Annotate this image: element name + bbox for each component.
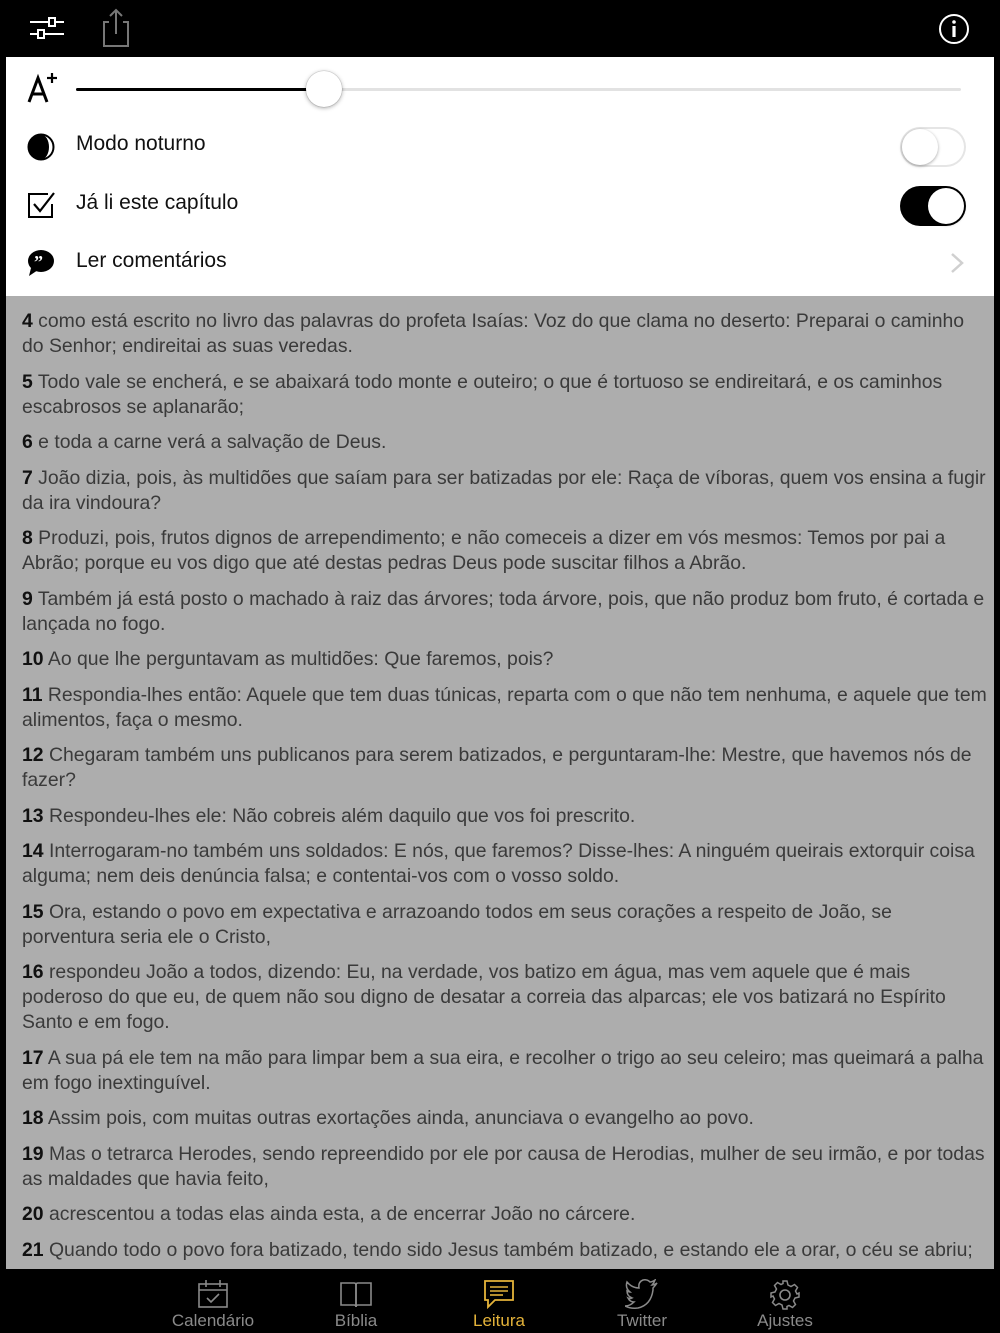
read-chapter-toggle-knob (928, 188, 964, 224)
tab-biblia[interactable] (286, 1269, 426, 1333)
verse-item[interactable] (22, 960, 988, 1035)
twitter-bird-icon (625, 1279, 659, 1309)
tab-label: Twitter (616, 1311, 668, 1330)
comment-bubble-icon (26, 248, 56, 278)
tab-leitura[interactable] (429, 1269, 569, 1333)
moon-icon (26, 132, 56, 162)
gear-icon (769, 1279, 801, 1311)
verse-number: 4 (22, 310, 33, 332)
verse-number: 7 (22, 466, 33, 489)
font-size-slider-thumb[interactable] (306, 71, 342, 107)
verse-number: 10 (22, 648, 44, 670)
verse-text: Respondia-lhes então: Aquele que tem duas túnicas, reparta com o que não tem nenhuma, e aquele que tem alimentos, faça o mesmo. (22, 683, 987, 731)
verse-number: 5 (22, 370, 33, 393)
verse-number: 18 (22, 1107, 44, 1129)
verse-text: A sua pá ele tem na mão para limpar bem a sua eira, e recolher o trigo ao seu celeiro; mas queimará a palha em fogo inextinguível. (22, 1046, 984, 1094)
verse-item[interactable] (22, 1238, 988, 1263)
share-icon[interactable] (100, 8, 132, 48)
verse-text: Quando todo o povo fora batizado, tendo sido Jesus também batizado, e estando ele a orar, o céu se abriu; (43, 1238, 973, 1261)
verse-item[interactable] (22, 683, 988, 733)
verse-item[interactable] (22, 647, 988, 672)
night-mode-toggle-knob (902, 129, 938, 165)
font-size-row (6, 59, 994, 117)
night-mode-label: Modo noturno (76, 132, 206, 155)
verse-text: Ao que lhe perguntavam as multidões: Que faremos, pois? (43, 648, 554, 670)
verse-item[interactable] (22, 1142, 988, 1192)
verse-number: 6 (22, 431, 33, 453)
verse-number: 15 (22, 900, 44, 923)
tab-label: Leitura (473, 1311, 525, 1330)
comments-row[interactable] (6, 234, 994, 292)
verse-item[interactable] (22, 900, 988, 950)
verse-item[interactable] (22, 1106, 988, 1131)
verse-number: 21 (22, 1238, 44, 1261)
verse-text: e toda a carne verá a salvação de Deus. (32, 431, 387, 453)
read-chapter-row (6, 176, 994, 234)
verse-item[interactable] (22, 839, 988, 889)
verse-text: Interrogaram-no também uns soldados: E nós, que faremos? Disse-lhes: A ninguém queirais extorquir coisa alguma; nem deis denúncia falsa; e contentai-vos com o vosso soldo. (22, 840, 975, 887)
verse-item[interactable] (22, 1202, 988, 1227)
verse-item[interactable] (22, 1046, 988, 1096)
verse-text: Produzi, pois, frutos dignos de arrependimento; e não comeceis a dizer em vós mesmos: Temos por pai a Abrão; porque eu vos digo que até destas pedras Deus pode suscitar filhos a Abrão. (22, 527, 946, 574)
checkbox-icon (26, 190, 56, 220)
speech-bubble-icon (483, 1279, 515, 1309)
verse-number: 8 (22, 527, 33, 549)
verse-number: 13 (22, 804, 44, 827)
chapter-text-area[interactable] (6, 296, 994, 1269)
comments-label: Ler comentários (76, 249, 227, 272)
verse-item[interactable] (22, 430, 988, 455)
verse-text: João dizia, pois, às multidões que saíam para ser batizadas por ele: Raça de víboras, quem vos ensina a fugir da ira vindoura? (22, 466, 986, 514)
reading-settings-panel (6, 57, 994, 296)
top-toolbar (0, 0, 1000, 57)
svg-text:”: ” (34, 252, 43, 272)
night-mode-row (6, 117, 994, 175)
verse-number: 14 (22, 840, 44, 862)
tab-twitter[interactable] (572, 1269, 712, 1333)
verse-text: Mas o tetrarca Herodes, sendo repreendido por ele por causa de Herodias, mulher de seu irmão, e por todas as maldades que havia feito, (22, 1142, 985, 1190)
verse-number: 9 (22, 587, 33, 610)
verse-number: 16 (22, 961, 44, 983)
info-icon[interactable] (938, 13, 970, 45)
verse-item[interactable] (22, 309, 988, 359)
sliders-icon[interactable] (28, 14, 66, 42)
verse-number: 20 (22, 1203, 44, 1225)
tab-label: Ajustes (757, 1311, 813, 1330)
book-icon (339, 1279, 373, 1309)
verse-list (22, 309, 988, 1269)
verse-number: 19 (22, 1142, 44, 1165)
verse-number: 17 (22, 1046, 44, 1069)
tab-label: Bíblia (334, 1311, 378, 1330)
verse-text: Ora, estando o povo em expectativa e arrazoando todos em seus corações a respeito de João, se porventura seria ele o Cristo, (22, 900, 892, 948)
verse-text: Também já está posto o machado à raiz das árvores; toda árvore, pois, que não produz bom fruto, é cortada e lançada no fogo. (22, 587, 985, 635)
verse-text: Todo vale se encherá, e se abaixará todo monte e outeiro; o que é tortuoso se endireitará, e os caminhos escabrosos se aplanarão; (22, 370, 943, 418)
chevron-right-icon (950, 252, 964, 274)
tab-bar (0, 1269, 1000, 1333)
verse-number: 12 (22, 744, 44, 766)
verse-item[interactable] (22, 466, 988, 516)
verse-text: respondeu João a todos, dizendo: Eu, na verdade, vos batizo em água, mas vem aquele que é mais poderoso do que eu, de quem não sou digno de desatar a correia das alparcas; ele vos batizará no Espírito Santo e em fogo. (22, 961, 946, 1033)
verse-text: Assim pois, com muitas outras exortações ainda, anunciava o evangelho ao povo. (43, 1107, 754, 1129)
verse-item[interactable] (22, 804, 988, 829)
tab-calendario[interactable] (143, 1269, 283, 1333)
verse-number: 11 (22, 683, 43, 706)
verse-item[interactable] (22, 526, 988, 576)
read-chapter-label: Já li este capítulo (76, 191, 239, 214)
night-mode-toggle[interactable] (900, 127, 966, 167)
tab-ajustes[interactable] (715, 1269, 855, 1333)
font-size-icon (26, 71, 60, 105)
verse-text: Chegaram também uns publicanos para serem batizados, e perguntaram-lhe: Mestre, que havemos nós de fazer? (22, 744, 972, 791)
tab-label: Calendário (171, 1311, 255, 1330)
verse-text: acrescentou a todas elas ainda esta, a de encerrar João no cárcere. (43, 1203, 636, 1225)
verse-item[interactable] (22, 743, 988, 793)
verse-item[interactable] (22, 370, 988, 420)
read-chapter-toggle[interactable] (900, 186, 966, 226)
font-size-slider[interactable] (76, 88, 961, 91)
font-size-slider-fill (76, 88, 324, 91)
calendar-icon (197, 1279, 229, 1309)
verse-text: como está escrito no livro das palavras do profeta Isaías: Voz do que clama no deserto: Preparai o caminho do Senhor; endireitai as suas veredas. (22, 310, 965, 357)
verse-text: Respondeu-lhes ele: Não cobreis além daquilo que vos foi prescrito. (43, 804, 636, 827)
verse-item[interactable] (22, 587, 988, 637)
